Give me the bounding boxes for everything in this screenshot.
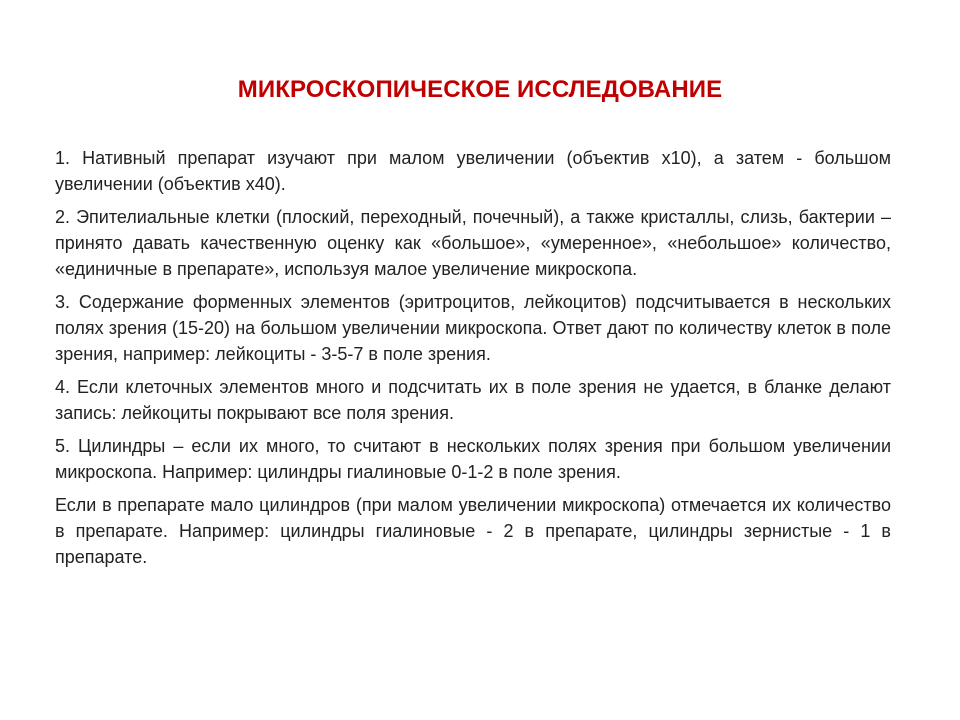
paragraph-2: 2. Эпителиальные клетки (плоский, переходный, почечный), а также кристаллы, слизь, бактерии – принято давать качественную оценку как «большое», «умеренное», «небольшое» количество, «единичные в препарате», используя малое увеличение микроскопа.: [55, 207, 891, 279]
paragraph-4: 4. Если клеточных элементов много и подсчитать их в поле зрения не удается, в бланке делают запись: лейкоциты покрывают все поля зрения.: [55, 377, 891, 423]
paragraph-6: Если в препарате мало цилиндров (при малом увеличении микроскопа) отмечается их количество в препарате. Например: цилиндры гиалиновые - 2 в препарате, цилиндры зернистые - 1 в препарате.: [55, 495, 891, 567]
slide-title: МИКРОСКОПИЧЕСКОЕ ИССЛЕДОВАНИЕ: [237, 76, 723, 103]
slide-body: [55, 145, 891, 577]
paragraph-1: 1. Нативный препарат изучают при малом увеличении (объектив х10), а затем - большом увеличении (объектив х40).: [55, 148, 891, 194]
paragraph-5: 5. Цилиндры – если их много, то считают в нескольких полях зрения при большом увеличении микроскопа. Например: цилиндры гиалиновые 0-1-2 в поле зрения.: [55, 436, 891, 482]
paragraph-3: 3. Содержание форменных элементов (эритроцитов, лейкоцитов) подсчитывается в нескольких полях зрения (15-20) на большом увеличении микроскопа. Ответ дают по количеству клеток в поле зрения, например: лейкоциты - 3-5-7 в поле зрения.: [55, 292, 891, 364]
